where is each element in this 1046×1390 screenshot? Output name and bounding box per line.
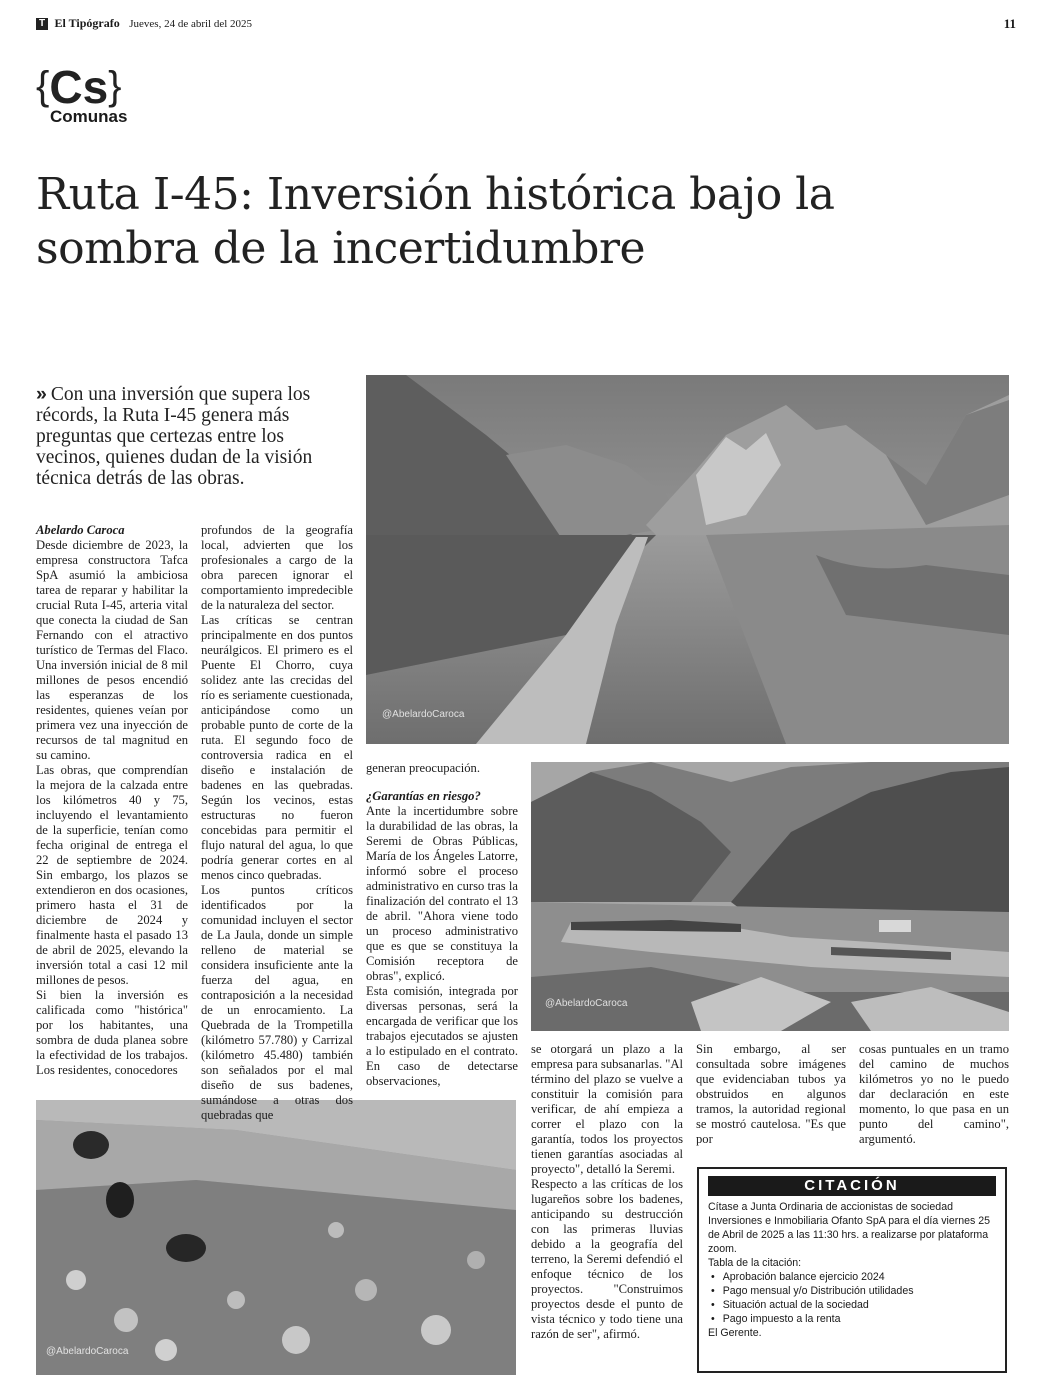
list-item: • Aprobación balance ejercicio 2024 <box>708 1270 996 1284</box>
photo-valley-baden <box>531 762 1009 1031</box>
citacion-title: CITACIÓN <box>708 1176 996 1196</box>
paragraph: Los puntos críticos identificados por la comunidad incluyen el sector de La Jaula, donde un simple relleno de material se considera insuficiente ante la fuerza del agua, en contraposición a la necesidad de un enrocamiento. La Quebrada de la Trompetilla (kilómetro 57.780) y Carrizal (kilómetro 45.480) también son señalados por el mal diseño de sus badenes, sumándose a otras dos quebradas que <box>201 883 353 1122</box>
paragraph: se otorgará un plazo a la empresa para subsanarlas. "Al término del plazo se vuelve a constituir la comisión para verificar, de ahí empieza a correr el plazo con la garantía, todos los proyectos tienen garantías asociadas al proyecto", detalló la Seremi. <box>531 1042 684 1176</box>
paragraph: Esta comisión, integrada por diversas personas, será la encargada de verificar que los trabajos ejecutados se ajusten a lo estipulado en el contrato. En caso de detectarse observaciones, <box>366 984 518 1088</box>
paragraph: Sin embargo, al ser consultada sobre imágenes que evidenciaban tubos ya obstruidos en algunos tramos, la autoridad regional se mostró cautelosa. "Es que por <box>696 1042 846 1146</box>
masthead <box>36 16 1016 36</box>
photo-credit-main: @AbelardoCaroca <box>382 709 465 720</box>
photo-obstructed-pipes-image <box>36 1100 516 1375</box>
citacion-agenda-list <box>708 1270 996 1326</box>
section-code <box>36 60 127 113</box>
article-column-1 <box>36 523 188 1078</box>
paragraph: Si bien la inversión es calificada como "histórica" por los habitantes, una sombra de duda planea sobre la efectividad de los trabajos. Los residentes, conocedores <box>36 988 188 1077</box>
paragraph: cosas puntuales en un tramo del camino de muchos kilómetros yo no le puedo dar declaración en este momento, lo que pasa en un punto del camino", argumentó. <box>859 1042 1009 1146</box>
photo-valley-baden-image <box>531 762 1009 1031</box>
article-lead <box>36 384 346 489</box>
newspaper-logo-icon: T <box>36 18 48 30</box>
section-name: Comunas <box>50 107 128 126</box>
photo-mountain-road-image <box>366 375 1009 744</box>
lead-quote-icon: » <box>36 383 47 405</box>
paragraph: Las obras, que comprendían la mejora de la calzada entre los kilómetros 40 y 75, incluyendo el levantamiento de la superficie, tenían como fecha original de entrega el 22 de septiembre de 2024. Sin embargo, los plazos se extendieron en dos ocasiones, primero hasta el 31 de diciembre de 2024 y finalmente hasta el pasado 13 de abril de 2025, elevando la inversión total a casi 12 mil millones de pesos. <box>36 763 188 987</box>
article-column-6 <box>859 1042 1009 1147</box>
paragraph: Respecto a las críticas de los lugareños sobre los badenes, anticipando su destrucción con las primeras lluvias debido a la geografía del terreno, la Seremi defendió el enfoque técnico de los proyectos. "Construimos proyectos desde el punto de vista técnico y todo tiene una razón de ser", afirmó. <box>531 1177 683 1341</box>
list-item: • Pago mensual y/o Distribución utilidades <box>708 1284 996 1298</box>
photo-credit-second: @AbelardoCaroca <box>545 998 628 1009</box>
article-column-4 <box>531 1042 683 1342</box>
paragraph: Desde diciembre de 2023, la empresa constructora Tafca SpA asumió la ambiciosa tarea de reparar y habilitar la crucial Ruta I-45, arteria vital que conecta la ciudad de San Fernando con el atractivo turístico de Termas del Flaco. Una inversión inicial de 8 mil millones de pesos encendió las esperanzas de los residentes, quienes veían por primera vez una inyección de recursos de tal magnitud en su camino. <box>36 538 188 762</box>
lead-text: Con una inversión que supera los récords, la Ruta I-45 genera más preguntas que certezas entre los vecinos, quienes dudan de la visión técnica detrás de las obras. <box>36 384 313 489</box>
article-column-3 <box>366 761 518 1089</box>
section-letters: Cs <box>49 61 109 113</box>
list-item: • Pago impuesto a la renta <box>708 1312 996 1326</box>
paragraph: profundos de la geografía local, advierten que los profesionales a cargo de la obra parecen ignorar el comportamiento impredecible de la naturaleza del sector. <box>201 523 353 612</box>
paragraph: Las críticas se centran principalmente en dos puntos neurálgicos. El primero es el Puente El Chorro, cuya solidez ante las crecidas del río es seriamente cuestionada, anticipándose como un probable punto de corte de la ruta. El segundo foco de controversia radica en el diseño e instalación de badenes en las quebradas. Según los vecinos, estas estructuras no fueron concebidas para permitir el flujo natural del agua, lo que podría generar cortes en al menos cinco quebradas. <box>201 613 353 882</box>
section-brace-close: } <box>108 64 122 108</box>
section-badge <box>36 60 127 127</box>
subheading: ¿Garantías en riesgo? <box>366 789 481 803</box>
citacion-signature: El Gerente. <box>708 1327 762 1339</box>
paragraph: generan preocupación. <box>366 761 480 775</box>
list-item: • Situación actual de la sociedad <box>708 1298 996 1312</box>
article-column-2 <box>201 523 353 1123</box>
author-byline: Abelardo Caroca <box>36 523 125 537</box>
citacion-intro: Cítase a Junta Ordinaria de accionistas de sociedad Inversiones e Inmobiliaria Ofanto SpA para el día viernes 25 de Abril de 2025 a las 11:30 hrs. a realizarse por plataforma zoom. <box>708 1201 991 1255</box>
publication-name: El Tipógrafo <box>54 16 120 30</box>
article-column-5 <box>696 1042 846 1147</box>
issue-date: Jueves, 24 de abril del 2025 <box>129 18 253 30</box>
citacion-table-label: Tabla de la citación: <box>708 1257 802 1269</box>
photo-obstructed-pipes <box>36 1100 516 1375</box>
photo-mountain-road <box>366 375 1009 744</box>
headline-line-1: Ruta I-45: Inversión histórica bajo la <box>36 169 835 220</box>
section-brace-open: { <box>36 64 50 108</box>
page-number: 11 <box>1003 16 1016 31</box>
photo-credit-third: @AbelardoCaroca <box>46 1346 129 1357</box>
headline-line-2: sombra de la incertidumbre <box>36 223 646 274</box>
paragraph: Ante la incertidumbre sobre la durabilidad de las obras, la Seremi de Obras Públicas, María de los Ángeles Latorre, informó sobre el proceso administrativo en curso tras la finalización del contrato el 13 de abril. "Ahora viene todo un proceso administrativo que es que se constituya la Comisión receptora de obras", explicó. <box>366 804 518 983</box>
headline <box>36 168 936 276</box>
citacion-notice <box>697 1167 1007 1373</box>
